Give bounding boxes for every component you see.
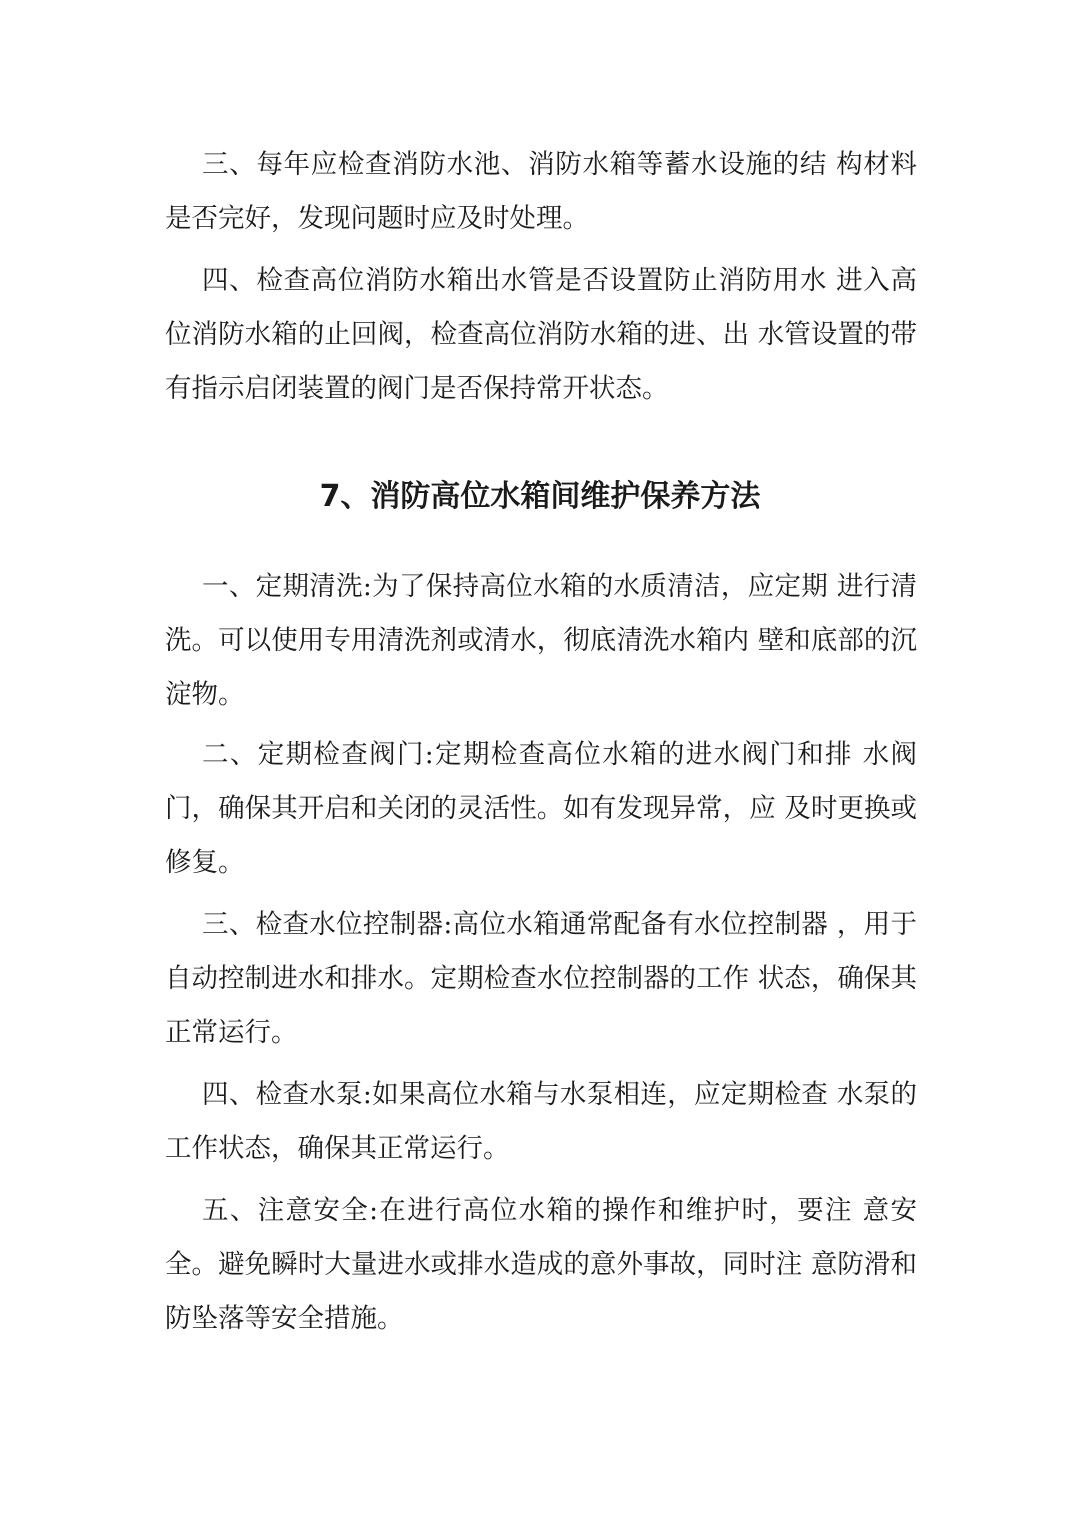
paragraph-inspect-check-valve: 四、检查高位消防水箱出水管是否设置防止消防用水 进入高位消防水箱的止回阀，检查高位消防水箱的进、出 水管设置的带有指示启闭装置的阀门是否保持常开状态。: [165, 265, 917, 404]
paragraph-inspect-storage-structure: 三、每年应检查消防水池、消防水箱等蓄水设施的结 构材料是否完好，发现问题时应及时处理。: [165, 149, 917, 234]
paragraph-safety: 五、注意安全:在进行高位水箱的操作和维护时，要注 意安全。避免瞬时大量进水或排水造成的意外事故，同时注 意防滑和防坠落等安全措施。: [165, 1195, 917, 1334]
section-heading: 7、消防高位水箱间维护保养方法: [319, 479, 761, 514]
paragraph-valve-inspection: 二、定期检查阀门:定期检查高位水箱的进水阀门和排 水阀门，确保其开启和关闭的灵活性。如有发现异常，应 及时更换或修复。: [165, 739, 917, 878]
paragraph-regular-cleaning: 一、定期清洗:为了保持高位水箱的水质清洁，应定期 进行清洗。可以使用专用清洗剂或清水，彻底清洗水箱内 壁和底部的沉淀物。: [165, 571, 917, 710]
paragraph-pump-inspection: 四、检查水泵:如果高位水箱与水泵相连，应定期检查 水泵的工作状态，确保其正常运行。: [165, 1079, 917, 1164]
paragraph-level-controller: 三、检查水位控制器:高位水箱通常配备有水位控制器 ，用于自动控制进水和排水。定期检查水位控制器的工作 状态，确保其正常运行。: [165, 909, 917, 1048]
